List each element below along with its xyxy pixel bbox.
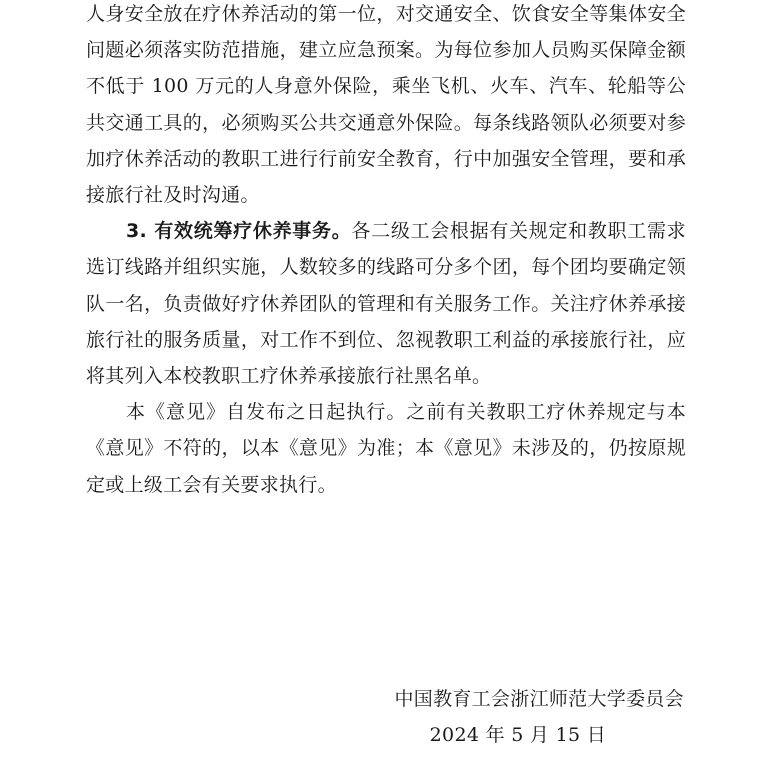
signature-organization: 中国教育工会浙江师范大学委员会 bbox=[394, 688, 684, 710]
paragraph-effective-date: 本《意见》自发布之日起执行。之前有关教职工疗休养规定与本《意见》不符的，以本《意见》为准；本《意见》未涉及的，仍按原规定或上级工会有关要求执行。 bbox=[86, 401, 686, 496]
document-body bbox=[86, 0, 686, 503]
paragraph-coordination-body: 各二级工会根据有关规定和教职工需求选订线路并组织实施，人数较多的线路可分多个团，每个团均要确定领队一名，负责做好疗休养团队的管理和有关服务工作。关注疗休养承接旅行社的服务质量，对工作不到位、忽视教职工利益的承接旅行社，应将其列入本校教职工疗休养承接旅行社黑名单。 bbox=[86, 220, 686, 388]
signature-date: 2024 年 5 月 15 日 bbox=[429, 724, 606, 746]
section-heading-3: 3. 有效统筹疗休养事务。 bbox=[126, 220, 352, 243]
paragraph-coordination bbox=[86, 213, 686, 394]
paragraph-safety: 人身安全放在疗休养活动的第一位，对交通安全、饮食安全等集体安全问题必须落实防范措施，建立应急预案。为每位参加人员购买保障金额不低于 100 万元的人身意外保险，乘坐飞机、火车、汽车、轮船等公共交通工具的，必须购买公共交通意外保险。每条线路领队必须要对参加疗休养活动的教职工进行行前安全教育，行中加强安全管理，要和承接旅行社及时沟通。 bbox=[86, 3, 686, 207]
